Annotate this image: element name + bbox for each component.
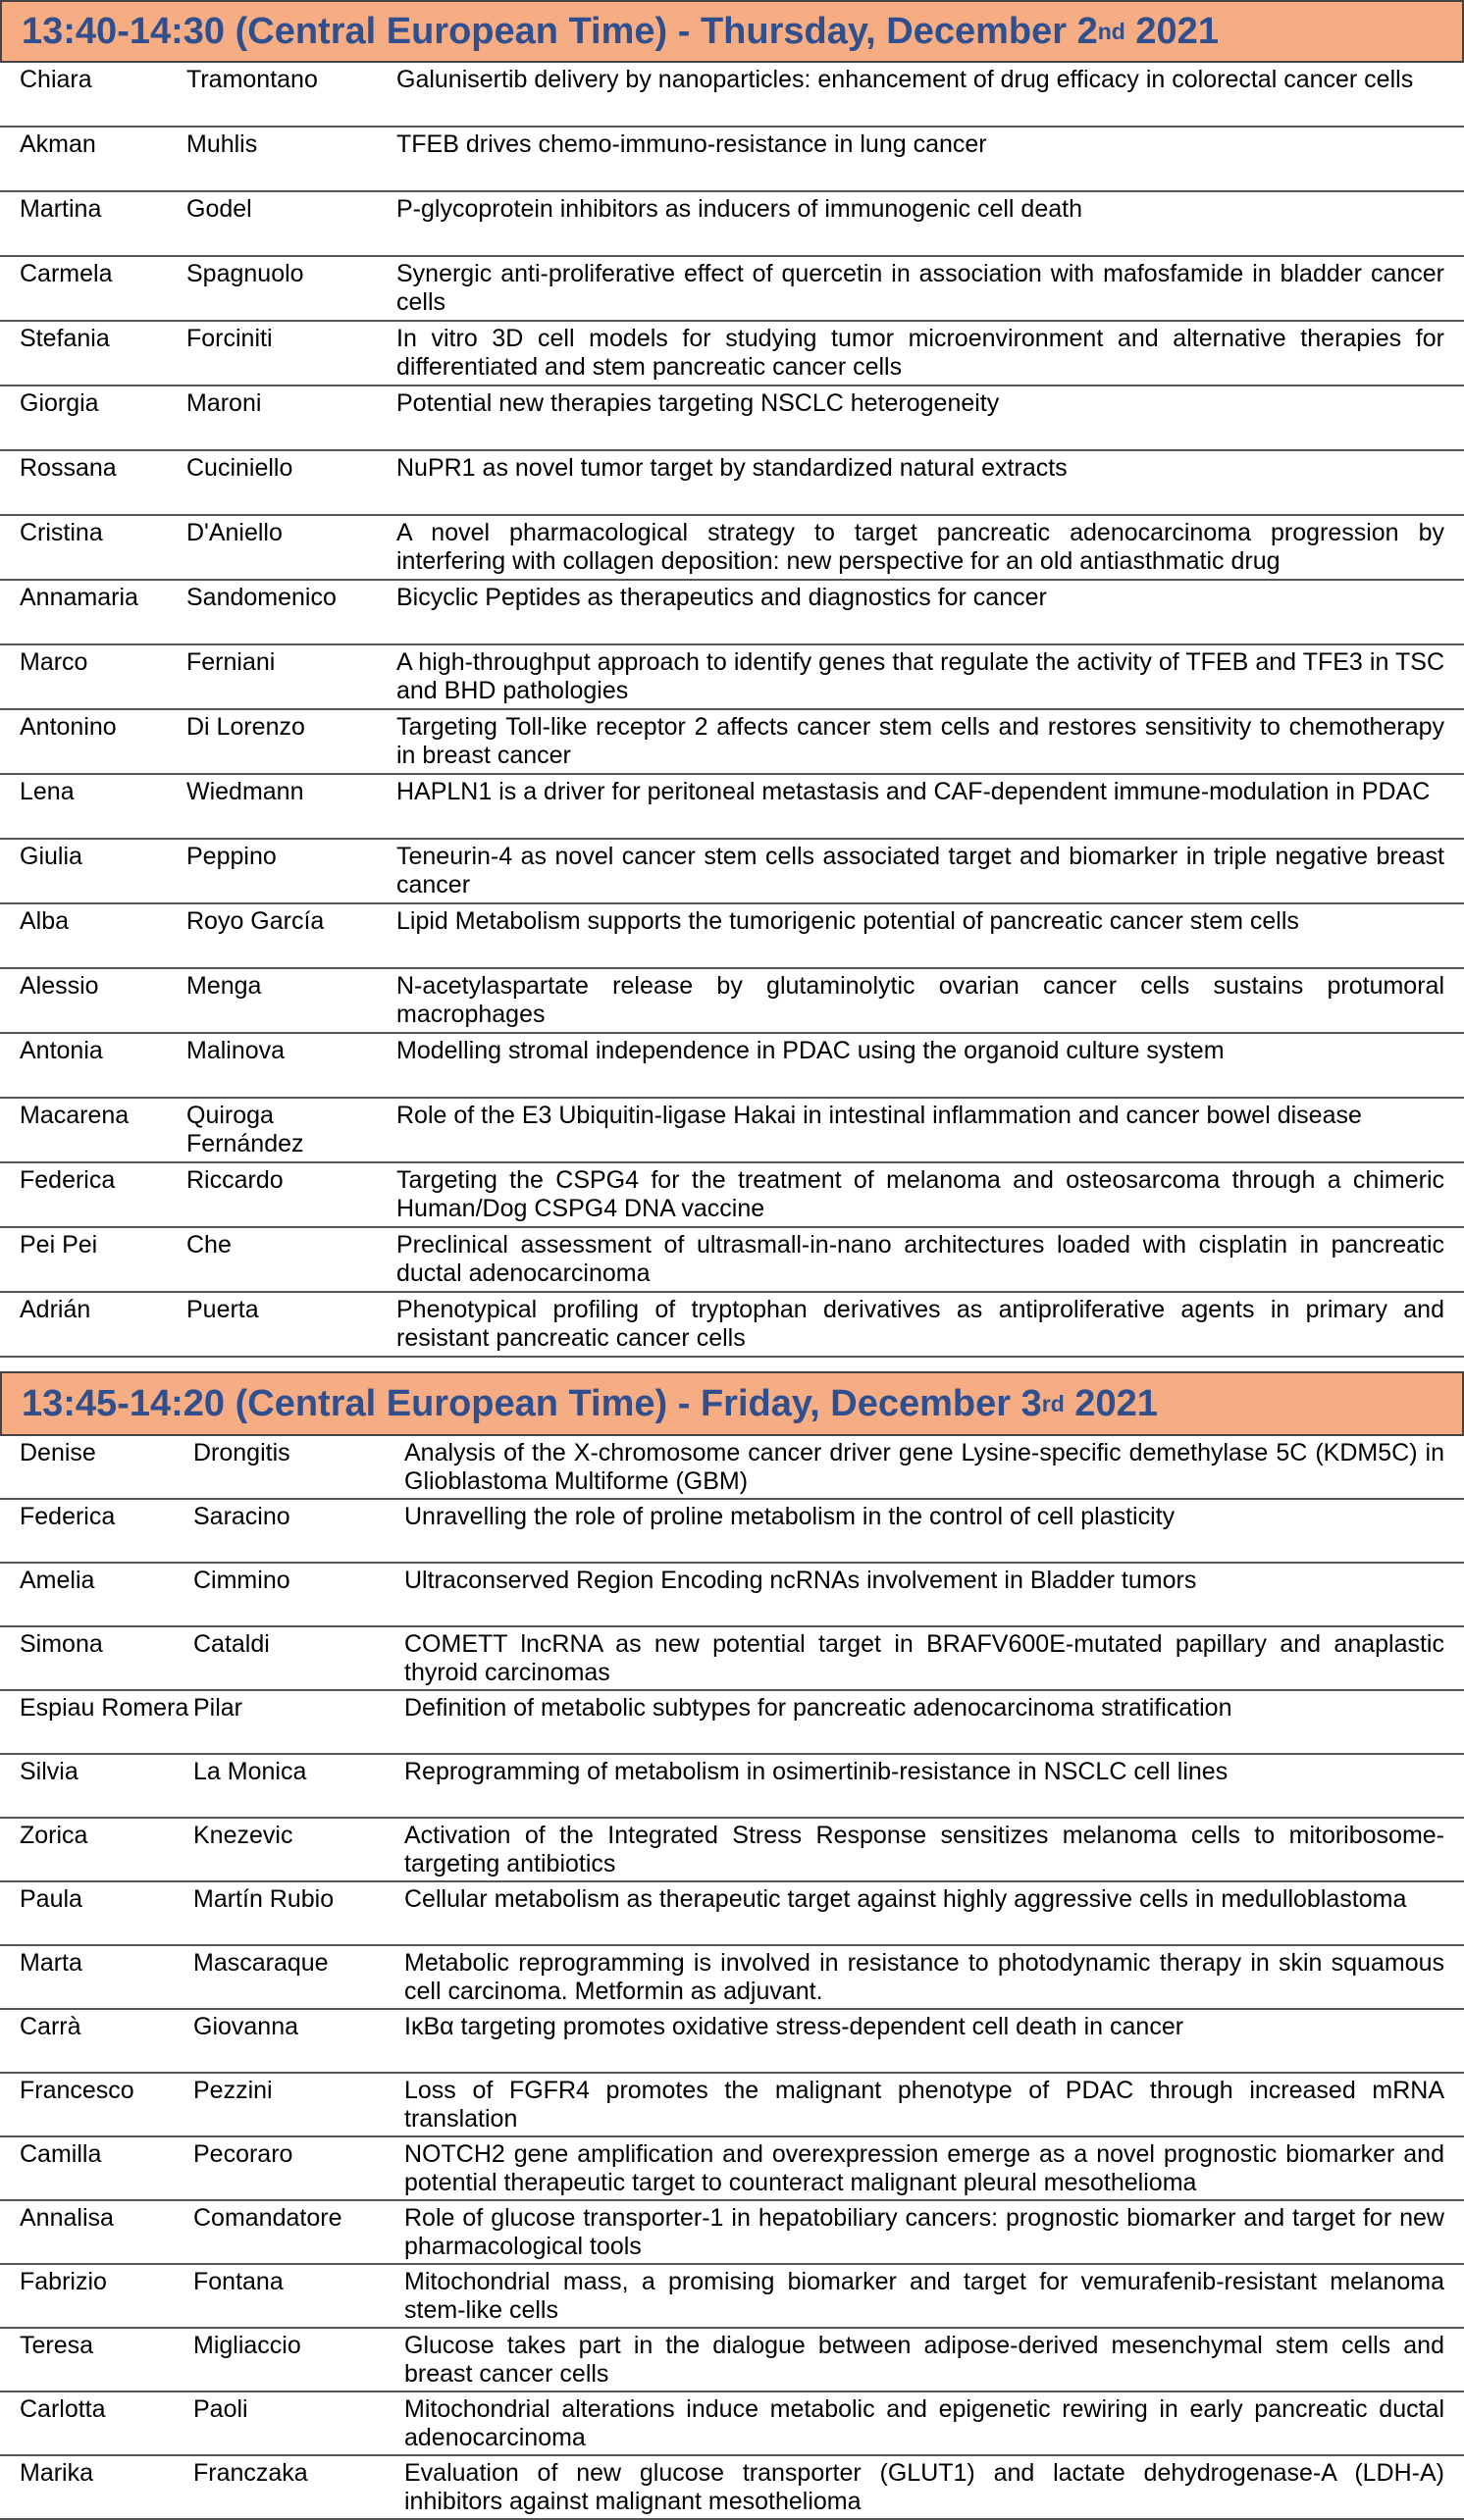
talk-title: Teneurin-4 as novel cancer stem cells associated target and biomarker in triple negative breast cancer [396,839,1464,903]
first-name: Carrà [0,2009,193,2073]
table-row [0,450,1464,515]
table-row [0,903,1464,968]
table-row [0,709,1464,774]
talk-title: Lipid Metabolism supports the tumorigenic potential of pancreatic cancer stem cells [396,903,1464,968]
first-name: Francesco [0,2073,193,2136]
last-name: Ferniani [186,644,396,709]
last-name: Paoli [193,2391,404,2455]
talks-body [0,1436,1464,2519]
talk-title: Unravelling the role of proline metabolism in the control of cell plasticity [404,1499,1464,1563]
table-row [0,1881,1464,1945]
last-name: Cuciniello [186,450,396,515]
first-name: Giulia [0,839,186,903]
first-name: Fabrizio [0,2264,193,2328]
first-name: Espiau Romera [0,1690,193,1754]
date-ordinal: rd [1041,1391,1065,1416]
table-row [0,191,1464,256]
session-header [0,0,1464,63]
first-name: Giorgia [0,386,186,450]
last-name: Di Lorenzo [186,709,396,774]
last-name: Pecoraro [193,2136,404,2200]
first-name: Camilla [0,2136,193,2200]
first-name: Teresa [0,2328,193,2391]
talk-title: Evaluation of new glucose transporter (GLUT1) and lactate dehydrogenase-A (LDH-A) inhibitors against malignant mesothelioma [404,2455,1464,2519]
first-name: Macarena [0,1098,186,1162]
talk-title: Loss of FGFR4 promotes the malignant phenotype of PDAC through increased mRNA translation [404,2073,1464,2136]
talk-title: Role of glucose transporter-1 in hepatobiliary cancers: prognostic biomarker and target for new pharmacological tools [404,2200,1464,2264]
table-row [0,2328,1464,2391]
session-header [0,1371,1464,1436]
talk-title: Cellular metabolism as therapeutic target against highly aggressive cells in medulloblastoma [404,1881,1464,1945]
first-name: Federica [0,1499,193,1563]
first-name: Marta [0,1945,193,2009]
table-row [0,2009,1464,2073]
last-name: Wiedmann [186,774,396,839]
talk-title: Phenotypical profiling of tryptophan derivatives as antiproliferative agents in primary and resistant pancreatic cancer cells [396,1292,1464,1357]
talk-title: Activation of the Integrated Stress Response sensitizes melanoma cells to mitoribosome-targeting antibiotics [404,1818,1464,1881]
talk-title: In vitro 3D cell models for studying tumor microenvironment and alternative therapies for differentiated and stem pancreatic cancer cells [396,321,1464,386]
table-row [0,515,1464,580]
first-name: Rossana [0,450,186,515]
first-name: Federica [0,1162,186,1227]
last-name: Forciniti [186,321,396,386]
talk-title: Targeting Toll-like receptor 2 affects cancer stem cells and restores sensitivity to chemotherapy in breast cancer [396,709,1464,774]
last-name: Riccardo [186,1162,396,1227]
talk-title: Modelling stromal independence in PDAC using the organoid culture system [396,1033,1464,1098]
last-name: Puerta [186,1292,396,1357]
first-name: Simona [0,1626,193,1690]
table-row [0,644,1464,709]
talk-title: Metabolic reprogramming is involved in resistance to photodynamic therapy in skin squamous cell carcinoma. Metformin as adjuvant. [404,1945,1464,2009]
table-row [0,127,1464,191]
first-name: Silvia [0,1754,193,1818]
first-name: Denise [0,1436,193,1499]
talk-title: Preclinical assessment of ultrasmall-in-nano architectures loaded with cisplatin in pancreatic ductal adenocarcinoma [396,1227,1464,1292]
table-row [0,1098,1464,1162]
table-row [0,1436,1464,1499]
last-name: Cataldi [193,1626,404,1690]
last-name: Tramontano [186,63,396,127]
last-name: Muhlis [186,127,396,191]
first-name: Paula [0,1881,193,1945]
table-row [0,2391,1464,2455]
table-row [0,2073,1464,2136]
table-row [0,1499,1464,1563]
last-name: Pilar [193,1690,404,1754]
talks-table [0,63,1464,1358]
table-row [0,1033,1464,1098]
talk-title: P-glycoprotein inhibitors as inducers of immunogenic cell death [396,191,1464,256]
last-name: Che [186,1227,396,1292]
date-ordinal: nd [1097,19,1125,44]
last-name: Mascaraque [193,1945,404,2009]
last-name: Sandomenico [186,580,396,644]
session-time: 13:40-14:30 (Central European Time) - Thursday, December 2 [22,11,1098,52]
table-row [0,63,1464,127]
session-year: 2021 [1124,11,1219,52]
table-row [0,1945,1464,2009]
first-name: Carmela [0,256,186,321]
table-row [0,1227,1464,1292]
first-name: Annamaria [0,580,186,644]
table-row [0,839,1464,903]
table-row [0,1754,1464,1818]
talk-title: Reprogramming of metabolism in osimertinib-resistance in NSCLC cell lines [404,1754,1464,1818]
table-row [0,2264,1464,2328]
table-row [0,2200,1464,2264]
first-name: Carlotta [0,2391,193,2455]
first-name: Chiara [0,63,186,127]
first-name: Lena [0,774,186,839]
first-name: Antonia [0,1033,186,1098]
first-name: Adrián [0,1292,186,1357]
last-name: Knezevic [193,1818,404,1881]
table-row [0,1818,1464,1881]
last-name: Maroni [186,386,396,450]
talk-title: Targeting the CSPG4 for the treatment of melanoma and osteosarcoma through a chimeric Human/Dog CSPG4 DNA vaccine [396,1162,1464,1227]
table-row [0,1563,1464,1626]
table-row [0,2136,1464,2200]
last-name: Godel [186,191,396,256]
last-name: Giovanna [193,2009,404,2073]
last-name: Spagnuolo [186,256,396,321]
talk-title: Ultraconserved Region Encoding ncRNAs involvement in Bladder tumors [404,1563,1464,1626]
first-name: Martina [0,191,186,256]
first-name: Stefania [0,321,186,386]
table-row [0,256,1464,321]
table-row [0,1690,1464,1754]
table-row [0,774,1464,839]
talk-title: Mitochondrial mass, a promising biomarker and target for vemurafenib-resistant melanoma stem-like cells [404,2264,1464,2328]
talks-body [0,63,1464,1357]
table-row [0,2455,1464,2519]
first-name: Zorica [0,1818,193,1881]
talk-title: A high-throughput approach to identify genes that regulate the activity of TFEB and TFE3 in TSC and BHD pathologies [396,644,1464,709]
first-name: Antonino [0,709,186,774]
first-name: Akman [0,127,186,191]
last-name: Comandatore [193,2200,404,2264]
talk-title: Glucose takes part in the dialogue between adipose-derived mesenchymal stem cells and breast cancer cells [404,2328,1464,2391]
last-name: Cimmino [193,1563,404,1626]
talk-title: A novel pharmacological strategy to target pancreatic adenocarcinoma progression by interfering with collagen deposition: new perspective for an old antiasthmatic drug [396,515,1464,580]
table-row [0,1162,1464,1227]
talk-title: N-acetylaspartate release by glutaminolytic ovarian cancer cells sustains protumoral macrophages [396,968,1464,1033]
first-name: Amelia [0,1563,193,1626]
last-name: Migliaccio [193,2328,404,2391]
talk-title: Analysis of the X-chromosome cancer driver gene Lysine-specific demethylase 5C (KDM5C) in Glioblastoma Multiforme (GBM) [404,1436,1464,1499]
first-name: Marco [0,644,186,709]
last-name: Pezzini [193,2073,404,2136]
talk-title: Potential new therapies targeting NSCLC heterogeneity [396,386,1464,450]
session-year: 2021 [1064,1383,1158,1424]
last-name: Fontana [193,2264,404,2328]
talk-title: Galunisertib delivery by nanoparticles: enhancement of drug efficacy in colorectal cancer cells [396,63,1464,127]
first-name: Pei Pei [0,1227,186,1292]
talk-title: NuPR1 as novel tumor target by standardized natural extracts [396,450,1464,515]
table-row [0,321,1464,386]
table-row [0,386,1464,450]
first-name: Alba [0,903,186,968]
first-name: Alessio [0,968,186,1033]
first-name: Annalisa [0,2200,193,2264]
table-row [0,1626,1464,1690]
last-name: Malinova [186,1033,396,1098]
last-name: Quiroga Fernández [186,1098,396,1162]
talk-title: COMETT lncRNA as new potential target in BRAFV600E-mutated papillary and anaplastic thyroid carcinomas [404,1626,1464,1690]
talk-title: Mitochondrial alterations induce metabolic and epigenetic rewiring in early pancreatic ductal adenocarcinoma [404,2391,1464,2455]
last-name: Saracino [193,1499,404,1563]
session-time: 13:45-14:20 (Central European Time) - Friday, December 3 [22,1383,1042,1424]
first-name: Cristina [0,515,186,580]
table-row [0,1292,1464,1357]
talk-title: Role of the E3 Ubiquitin-ligase Hakai in intestinal inflammation and cancer bowel disease [396,1098,1464,1162]
last-name: Franczaka [193,2455,404,2519]
last-name: La Monica [193,1754,404,1818]
talk-title: NOTCH2 gene amplification and overexpression emerge as a novel prognostic biomarker and potential therapeutic target to counteract malignant pleural mesothelioma [404,2136,1464,2200]
last-name: Menga [186,968,396,1033]
last-name: Peppino [186,839,396,903]
talk-title: Synergic anti-proliferative effect of quercetin in association with mafosfamide in bladder cancer cells [396,256,1464,321]
last-name: Martín Rubio [193,1881,404,1945]
talk-title: IκBα targeting promotes oxidative stress-dependent cell death in cancer [404,2009,1464,2073]
talk-title: Definition of metabolic subtypes for pancreatic adenocarcinoma stratification [404,1690,1464,1754]
talk-title: HAPLN1 is a driver for peritoneal metastasis and CAF-dependent immune-modulation in PDAC [396,774,1464,839]
table-row [0,968,1464,1033]
last-name: D'Aniello [186,515,396,580]
talk-title: Bicyclic Peptides as therapeutics and diagnostics for cancer [396,580,1464,644]
talk-title: TFEB drives chemo-immuno-resistance in lung cancer [396,127,1464,191]
last-name: Royo García [186,903,396,968]
table-row [0,580,1464,644]
first-name: Marika [0,2455,193,2519]
session-friday [0,1371,1464,2520]
talks-table [0,1436,1464,2520]
last-name: Drongitis [193,1436,404,1499]
